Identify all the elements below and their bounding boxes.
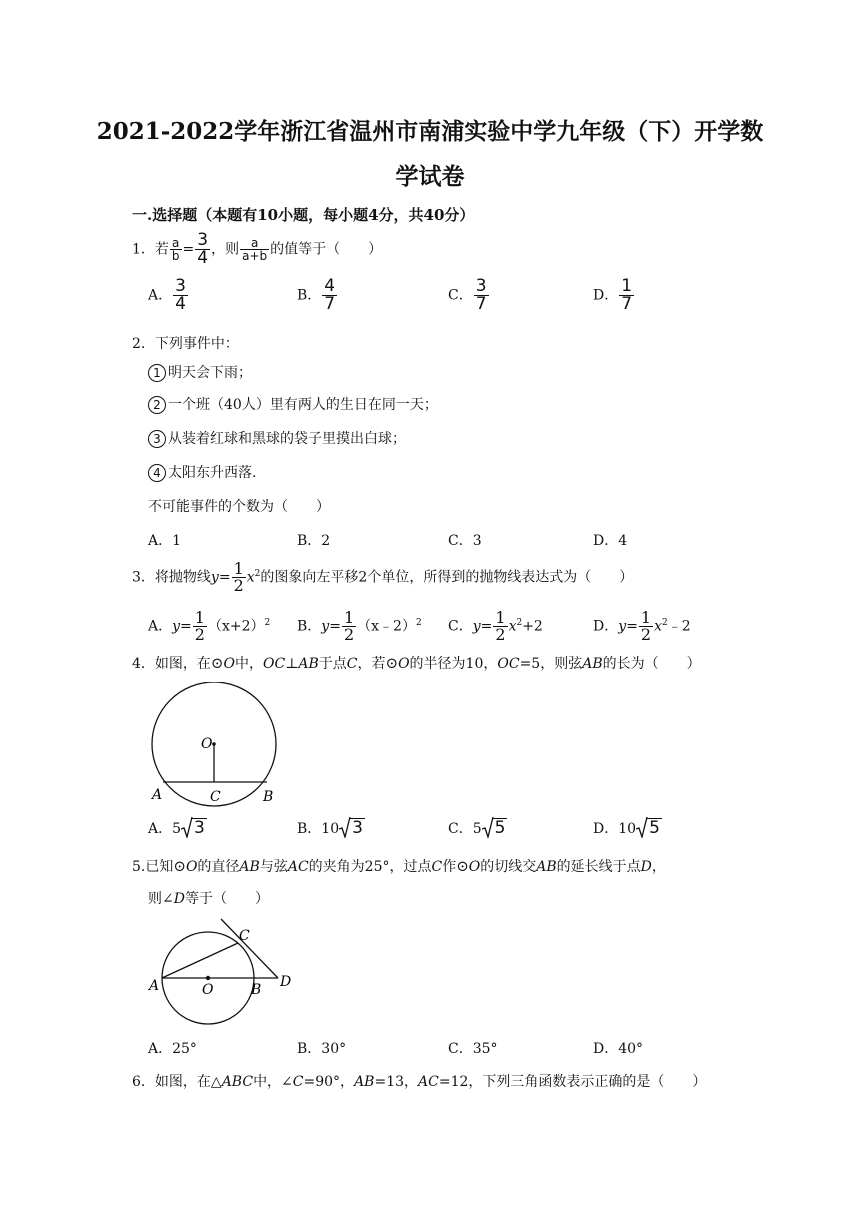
fraction-a-over-b: $\frac{a}{b}$: [171, 236, 180, 263]
label-d: D: [280, 974, 292, 990]
q5-option-c[interactable]: C．35°: [448, 1041, 498, 1057]
exam-title-line2: 学试卷: [395, 163, 465, 190]
circled-number-2: 2: [148, 396, 166, 414]
label-c: C: [239, 928, 250, 944]
q1-option-c[interactable]: C． $\frac{3}{7}$: [448, 276, 487, 314]
q3-option-a[interactable]: A．y= $\frac{1}{2}$ $(x+2)^2$: [148, 608, 271, 644]
sqrt-icon: 3: [339, 818, 365, 837]
q5-option-b[interactable]: B．30°: [297, 1041, 347, 1057]
circled-number-3: 3: [148, 430, 166, 448]
label-a: A: [152, 787, 163, 803]
label-c: C: [210, 789, 221, 805]
question-1-stem: 1．若 $\frac{a}{b}$ = $\frac{3}{4}$ ，则 $\frac{a}{a+b}$ 的值等于（ ）: [132, 230, 383, 268]
sqrt-icon: 5: [482, 818, 508, 837]
q3-option-c[interactable]: C．y= $\frac{1}{2}$ $x^2+2$: [448, 608, 543, 644]
label-a: A: [149, 978, 160, 994]
center-point: [212, 742, 216, 746]
q4-circle-figure: [148, 682, 288, 810]
question-6-stem: 6．如图，在△ABC中，∠C=90°，AB=13，AC=12，下列三角函数表示正确的是（ ）: [132, 1074, 707, 1090]
q1-option-a[interactable]: A． $\frac{3}{4}$: [148, 276, 186, 314]
q4-option-b[interactable]: B．10 3: [297, 818, 363, 838]
sqrt-icon: 5: [636, 818, 662, 837]
fraction-3-over-4: $\frac{3}{4}$: [197, 230, 209, 268]
q2-event-4: 4 太阳东升西落.: [148, 462, 256, 482]
q4-option-a[interactable]: A．5 3: [148, 818, 205, 838]
question-5-stem-line2: 则∠D等于（ ）: [148, 891, 269, 907]
q2-event-1: 1 明天会下雨；: [148, 362, 252, 382]
circled-number-1: 1: [148, 364, 166, 382]
q2-option-b[interactable]: B．2: [297, 533, 331, 549]
question-3-stem: 3．将抛物线y= $\frac{1}{2}$ $x^2$的图象向左平移2个单位，所得到的抛物线表达式为（ ）: [132, 559, 634, 595]
q2-option-a[interactable]: A．1: [148, 533, 182, 549]
center-point: [206, 976, 210, 980]
q1-option-b[interactable]: B． $\frac{4}{7}$: [297, 276, 336, 314]
q2-event-3: 3 从装着红球和黑球的袋子里摸出白球；: [148, 428, 406, 448]
question-2-stem: 2．下列事件中：: [132, 336, 239, 352]
circled-number-4: 4: [148, 464, 166, 482]
section-heading: 一.选择题（本题有10小题，每小题4分，共40分）: [132, 206, 475, 224]
q4-option-d[interactable]: D．10 5: [593, 818, 660, 838]
fraction-a-over-a-plus-b: $\frac{a}{a+b}$: [242, 236, 268, 263]
q4-option-c[interactable]: C．5 5: [448, 818, 506, 838]
sqrt-icon: 3: [181, 818, 207, 837]
q2-option-d[interactable]: D．4: [593, 533, 628, 549]
q3-option-b[interactable]: B．y= $\frac{1}{2}$ （x﹣2）$^2$: [297, 608, 422, 644]
label-o: O: [201, 736, 213, 752]
label-b: B: [263, 789, 274, 805]
exam-title-line1: 2021-2022学年浙江省温州市南浦实验中学九年级（下）开学数: [96, 118, 764, 145]
q2-option-c[interactable]: C．3: [448, 533, 482, 549]
q5-tangent-figure: [146, 914, 302, 1030]
label-b: B: [251, 982, 262, 998]
question-5-stem-line1: 5.已知⊙O的直径AB与弦AC的夹角为25°，过点C作⊙O的切线交AB的延长线于点D，: [132, 857, 666, 875]
q3-option-d[interactable]: D．y= $\frac{1}{2}$ $x^2﹣2$: [593, 608, 691, 644]
label-o: O: [202, 982, 214, 998]
q1-option-d[interactable]: D． $\frac{1}{7}$: [593, 276, 633, 314]
q2-question: 不可能事件的个数为（ ）: [148, 499, 330, 515]
question-4-stem: 4．如图，在⊙O中，OC⊥AB于点C，若⊙O的半径为10，OC=5，则弦AB的长为（ ）: [132, 654, 701, 672]
q5-option-a[interactable]: A．25°: [148, 1041, 197, 1057]
q5-option-d[interactable]: D．40°: [593, 1041, 644, 1057]
q2-event-2: 2 一个班（40人）里有两人的生日在同一天；: [148, 394, 438, 414]
